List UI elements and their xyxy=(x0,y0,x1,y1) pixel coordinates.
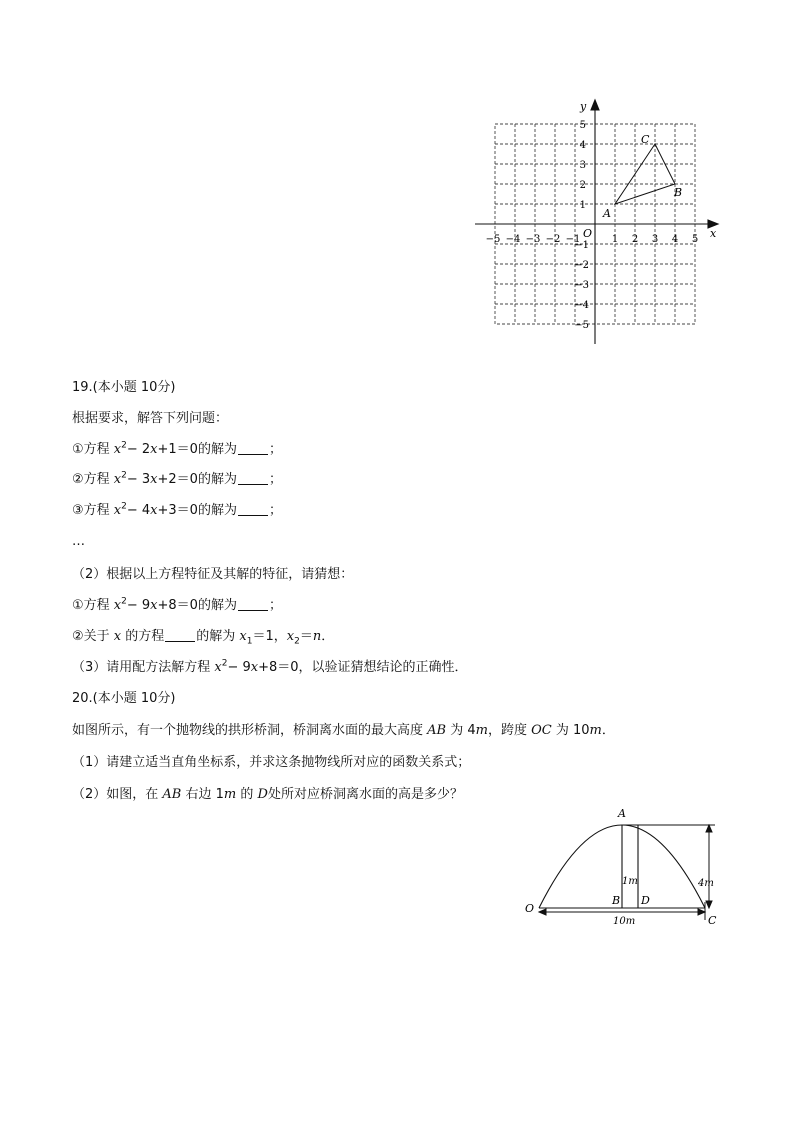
x-tick: 1 xyxy=(611,234,619,245)
answer-blank[interactable] xyxy=(238,502,268,516)
point-b-label: B xyxy=(674,186,683,199)
y-tick: −4 xyxy=(574,300,589,311)
q19-item-3: ③方程 $x^2- 4x+3=0$的解为 ； xyxy=(72,501,282,518)
answer-blank[interactable] xyxy=(238,471,268,485)
label-1m: 1m xyxy=(622,876,638,887)
y-tick: −3 xyxy=(574,280,589,291)
y-tick-labels xyxy=(574,120,589,331)
point-a-label: A xyxy=(603,207,611,220)
label-a: A xyxy=(618,807,626,820)
coordinate-grid-figure xyxy=(470,94,730,350)
q20-part1: （1）请建立适当直角坐标系，并求这条抛物线所对应的函数关系式； xyxy=(72,755,471,770)
q19-intro: 根据要求，解答下列问题： xyxy=(72,411,229,426)
y-tick: 1 xyxy=(579,200,586,211)
y-tick: 5 xyxy=(579,120,586,131)
q19-part2-item-2: ②关于 x 的方程 的解为 $x_1=1$，$x_2=n$． xyxy=(72,629,335,647)
answer-blank[interactable] xyxy=(238,441,268,455)
axes xyxy=(475,100,718,344)
label-c: C xyxy=(708,914,717,927)
label-4m: 4m xyxy=(698,878,714,889)
x-tick: −4 xyxy=(505,234,521,245)
x-tick: −3 xyxy=(525,234,541,245)
answer-blank[interactable] xyxy=(238,597,268,611)
label-b: B xyxy=(612,894,621,907)
label-o: O xyxy=(525,902,535,915)
label-10m: 10m xyxy=(613,916,636,927)
q20-heading: 20.(本小题 10分) xyxy=(72,691,176,706)
q19-ellipsis: … xyxy=(72,534,85,549)
x-tick: 3 xyxy=(651,234,659,245)
q19-heading: 19.(本小题 10分) xyxy=(72,380,176,395)
q20-part2: （2）如图，在 AB 右边 1m 的 D处所对应桥洞离水面的高是多少？ xyxy=(72,787,463,802)
span-dimension xyxy=(539,909,705,915)
y-tick: −1 xyxy=(574,240,589,251)
q19-part2-heading: （2）根据以上方程特征及其解的特征，请猜想： xyxy=(72,567,354,582)
answer-blank[interactable] xyxy=(165,628,195,642)
x-tick: 2 xyxy=(631,234,639,245)
q20-intro: 如图所示，有一个抛物线的拱形桥洞，桥洞离水面的最大高度 AB 为 4m，跨度 OC 为 10m． xyxy=(72,723,615,738)
y-axis-label: y xyxy=(580,100,587,113)
q19-item-1: ①方程 $x^2- 2x+1=0$的解为 ； xyxy=(72,440,282,457)
y-tick: 4 xyxy=(579,140,586,151)
x-tick: 5 xyxy=(691,234,699,245)
bridge-arch-figure xyxy=(515,802,730,930)
y-tick: 3 xyxy=(579,160,586,171)
y-tick: −5 xyxy=(574,320,589,331)
height-dimension xyxy=(706,825,712,908)
q19-item-2: ②方程 $x^2- 3x+2=0$的解为 ； xyxy=(72,470,282,487)
triangle-abc xyxy=(615,144,675,204)
label-d: D xyxy=(641,894,650,907)
x-tick: 4 xyxy=(671,234,679,245)
origin-label: O xyxy=(583,227,593,240)
y-tick: 2 xyxy=(579,180,586,191)
x-tick: −2 xyxy=(545,234,561,245)
q19-part3: （3）请用配方法解方程 $x^2- 9x+8=0$，以验证猜想结论的正确性． xyxy=(72,658,468,675)
q19-part2-item-1: ①方程 $x^2- 9x+8=0$的解为 ； xyxy=(72,596,282,613)
x-axis-label: x xyxy=(710,227,717,240)
x-tick: −1 xyxy=(565,234,581,245)
point-c-label: C xyxy=(641,133,650,146)
x-tick: −5 xyxy=(485,234,501,245)
y-tick: −2 xyxy=(574,260,589,271)
